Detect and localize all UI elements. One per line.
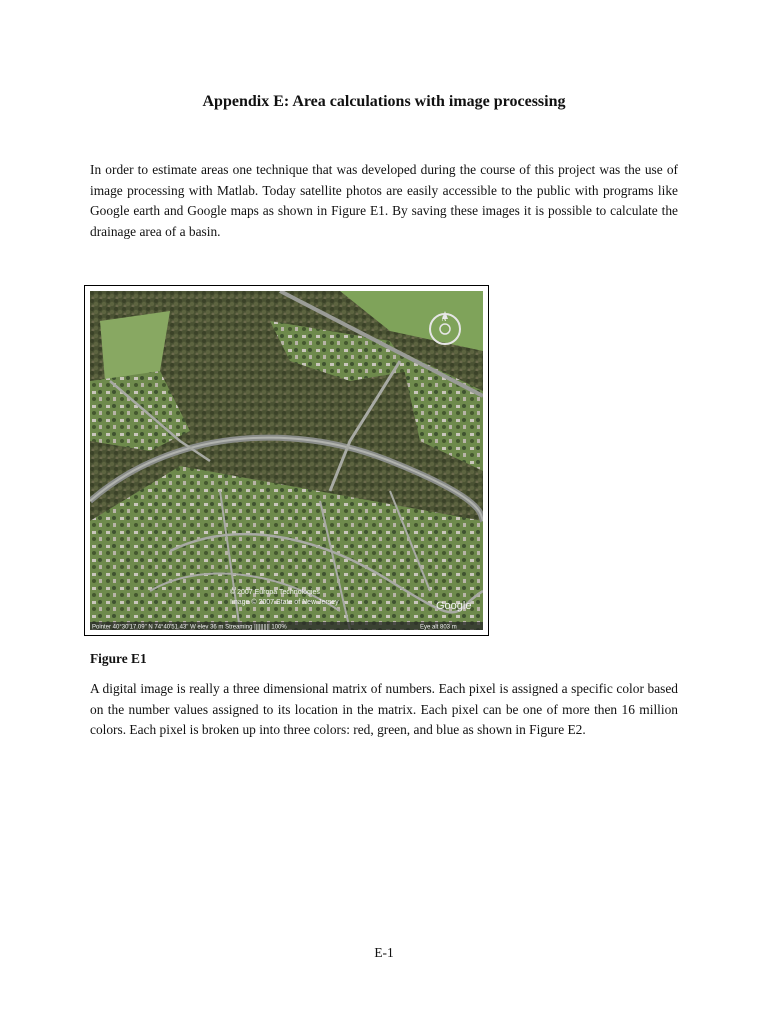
intro-paragraph: In order to estimate areas one technique that was developed during the course of this project was the use of image processing with Matlab. Today satellite photos are easily accessible to the public with programs like Google earth and Google maps as shown in Figure E1. By saving these images it is possible to calculate the drainage area of a basin.	[90, 162, 678, 239]
status-pointer-text: Pointer 40°30'17.09" N 74°40'51.43" W elev 36 m Streaming |||||||||| 100%	[92, 624, 287, 630]
satellite-image	[90, 291, 483, 630]
body-paragraph: A digital image is really a three dimensional matrix of numbers. Each pixel is assigned a specific color based on the number values assigned to its location in the matrix. Each pixel can be one of more then 16 million colors. Each pixel is broken up into three colors: red, green, and blue as shown in Figure E2.	[90, 681, 678, 737]
copyright-line-1: © 2007 Europa Technologies	[230, 589, 320, 596]
satellite-photo	[90, 291, 483, 630]
copyright-line-2: Image © 2007 State of New Jersey	[230, 599, 339, 606]
compass-label: N	[442, 317, 447, 323]
status-eye-alt-text: Eye alt 803 m	[420, 624, 457, 630]
figure-caption: Figure E1	[90, 651, 147, 666]
figure-e1-frame	[84, 285, 489, 636]
page-title: Appendix E: Area calculations with image processing	[202, 93, 566, 110]
page-number: E-1	[374, 945, 394, 960]
google-watermark: Google	[436, 600, 472, 612]
